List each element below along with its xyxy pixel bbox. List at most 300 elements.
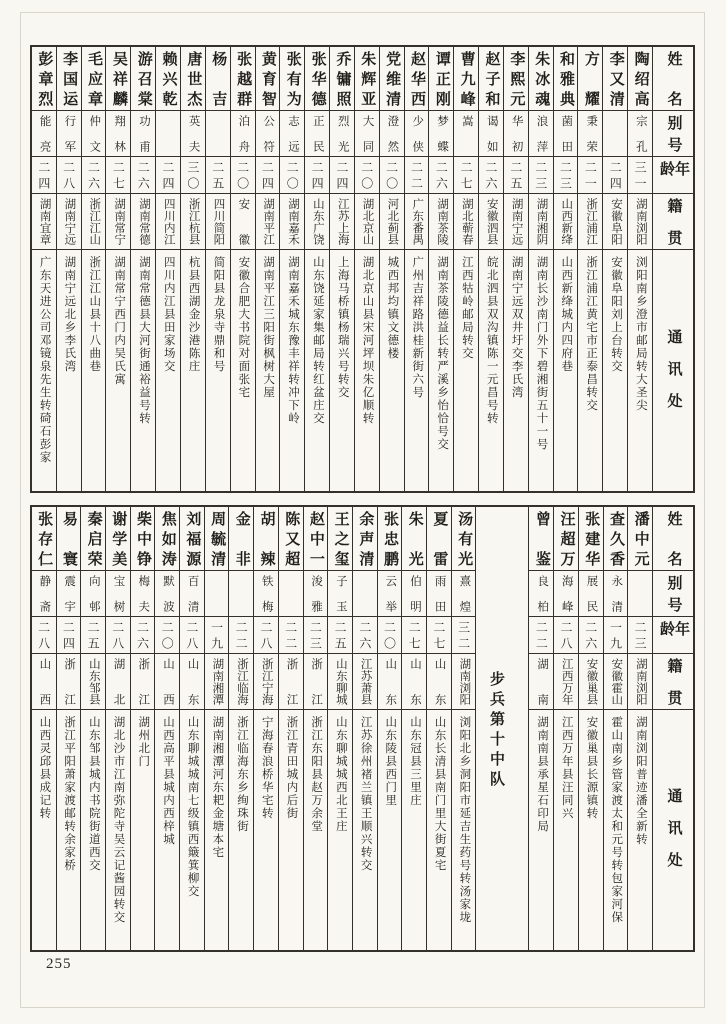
native-place-cell (156, 194, 180, 250)
header-native-text: 籍贯 (665, 198, 682, 245)
alias-cell (305, 111, 329, 157)
alias-cell (604, 571, 628, 617)
name-cell (106, 507, 130, 571)
age-cell (32, 157, 56, 194)
age-cell-text: 二六 (484, 161, 499, 189)
alias-cell (328, 571, 352, 617)
alias-cell (378, 571, 402, 617)
alias-cell-text: 少侠 (411, 115, 424, 152)
name-cell-text: 陈又超 (283, 511, 300, 566)
age-cell (32, 617, 56, 654)
age-cell-text: 二〇 (235, 161, 250, 189)
alias-cell-text: 雨田 (433, 575, 446, 612)
roster-column (354, 47, 379, 491)
age-cell-text: 二七 (407, 621, 422, 649)
native-place-cell (479, 194, 503, 250)
native-place-cell-text: 湖北 (112, 658, 125, 705)
age-cell-text: 二八 (184, 621, 199, 649)
name-cell (380, 47, 404, 111)
age-cell-text: 二八 (259, 621, 273, 649)
age-cell-text: 二四 (36, 161, 51, 189)
name-cell-text: 张建华 (583, 511, 600, 566)
age-cell (106, 157, 130, 194)
name-cell (304, 507, 328, 571)
alias-cell (231, 111, 255, 157)
native-place-cell-text: 安徽巢县 (585, 658, 598, 705)
address-cell (304, 710, 328, 950)
name-cell (402, 507, 426, 571)
native-place-cell (305, 194, 329, 250)
roster-column (228, 507, 253, 950)
age-cell-text: 二六 (357, 621, 372, 649)
address-cell (578, 250, 602, 491)
roster-column (603, 507, 628, 950)
alias-cell (353, 571, 377, 617)
age-cell-text: 二四 (260, 161, 275, 189)
age-cell (180, 617, 204, 654)
native-place-cell-text: 浙江浦江 (585, 198, 598, 245)
native-place-cell-text: 浙江 (137, 658, 150, 705)
name-cell-text: 赵子和 (483, 51, 500, 106)
header-name-label (653, 47, 693, 111)
age-cell (131, 157, 155, 194)
name-cell-text: 曹九峰 (458, 51, 475, 106)
name-cell (81, 507, 105, 571)
native-place-cell (229, 654, 253, 710)
name-cell (353, 507, 377, 571)
alias-cell-text: 百清 (186, 575, 199, 612)
roster-column (379, 47, 404, 491)
name-cell-text: 胡辣 (258, 511, 275, 566)
age-cell-text: 二〇 (359, 161, 374, 189)
age-cell-text: 二八 (61, 161, 76, 189)
name-cell-text: 赖兴乾 (160, 51, 177, 106)
name-cell-text: 汤有光 (456, 511, 473, 566)
alias-cell (529, 111, 553, 157)
address-cell-text: 湖南宁远北乡李氏湾 (63, 256, 76, 373)
alias-cell-text: 志远 (287, 115, 300, 152)
name-cell-text: 谢学美 (110, 511, 127, 566)
header-age-label (653, 157, 693, 194)
roster-column (503, 47, 528, 491)
name-cell (604, 507, 628, 571)
alias-cell (205, 571, 229, 617)
roster-column (528, 47, 553, 491)
name-cell (131, 47, 155, 111)
address-cell (81, 710, 105, 950)
address-cell-text: 简阳县龙泉寺鼎和号 (212, 256, 225, 373)
age-cell-text: 二六 (86, 161, 101, 189)
native-place-cell (402, 654, 426, 710)
alias-cell (131, 111, 155, 157)
address-cell-text: 浙江青田城内后街 (285, 716, 298, 820)
address-cell-text: 安徽合肥大书院对面张宅 (237, 256, 250, 399)
age-cell (131, 617, 155, 654)
roster-column (577, 47, 602, 491)
name-cell-text: 方耀 (582, 51, 599, 106)
roster-column (155, 47, 180, 491)
roster-column (303, 507, 328, 950)
native-place-cell-text: 湖南湘阴 (535, 198, 548, 245)
native-place-cell-text: 江苏上海 (336, 198, 349, 245)
native-place-cell (554, 194, 578, 250)
age-cell (206, 157, 230, 194)
header-alias-text: 别号 (665, 575, 682, 612)
age-cell (82, 157, 106, 194)
native-place-cell (554, 654, 578, 710)
age-cell-text: 三二 (456, 621, 471, 649)
native-place-cell (504, 194, 528, 250)
native-place-cell-text: 江苏萧县 (359, 658, 372, 705)
native-place-cell (454, 194, 478, 250)
native-place-cell (57, 654, 81, 710)
alias-cell-text: 向邨 (87, 575, 100, 612)
native-place-cell (231, 194, 255, 250)
name-cell (32, 47, 56, 111)
alias-cell (180, 571, 204, 617)
address-cell (604, 710, 628, 950)
alias-cell-text: 翔林 (113, 115, 126, 152)
roster-column (451, 507, 476, 950)
address-cell-text: 霍山南乡管家渡太和元号转包家河保 (610, 716, 623, 924)
age-cell (604, 617, 628, 654)
alias-cell-text: 海峰 (560, 575, 573, 612)
name-cell (628, 507, 652, 571)
native-place-cell (181, 194, 205, 250)
age-cell (554, 617, 578, 654)
native-place-cell (254, 654, 278, 710)
native-place-cell-text: 浙江 (310, 658, 323, 705)
alias-cell-text: 菌田 (560, 115, 573, 152)
address-cell-text: 湖北沙市江南弥陀寺吴云记酱园转交 (112, 716, 125, 924)
native-place-cell-text: 浙江临海 (236, 658, 249, 705)
roster-column (56, 47, 81, 491)
address-cell (380, 250, 404, 491)
native-place-cell (82, 194, 106, 250)
alias-cell (554, 571, 578, 617)
roster-table-bottom (30, 505, 695, 952)
name-cell-text: 李熙元 (508, 51, 525, 106)
name-cell (529, 507, 553, 571)
address-cell-text: 安徽阜阳刘上台转交 (609, 256, 622, 373)
age-cell (81, 617, 105, 654)
name-cell-text: 张存仁 (36, 511, 53, 566)
age-cell-text: 二〇 (285, 161, 300, 189)
roster-column (130, 47, 155, 491)
native-place-cell-text: 湖南湘潭 (211, 658, 224, 705)
address-cell-text: 山东聊城城南七级镇西簸箕柳交 (186, 716, 199, 898)
address-cell (155, 710, 179, 950)
native-place-cell-text: 湖南宜章 (38, 198, 51, 245)
name-cell (454, 47, 478, 111)
native-place-cell (578, 194, 602, 250)
native-place-cell-text: 湖南浏阳 (458, 658, 471, 705)
address-cell (32, 710, 56, 950)
name-cell (206, 47, 230, 111)
alias-cell (380, 111, 404, 157)
header-age-label (653, 617, 693, 654)
age-cell (155, 617, 179, 654)
alias-cell (330, 111, 354, 157)
age-cell (254, 617, 278, 654)
age-cell-text: 二二 (234, 621, 249, 649)
age-cell (305, 157, 329, 194)
address-cell-text: 湖州北门 (137, 716, 150, 768)
native-place-cell (180, 654, 204, 710)
alias-cell-text: 梦蝶 (436, 115, 449, 152)
address-cell-text: 山东邹县城内书院街道西交 (87, 716, 100, 872)
native-place-cell-text: 山东 (384, 658, 397, 705)
roster-column (401, 507, 426, 950)
age-cell (380, 157, 404, 194)
address-cell (628, 250, 652, 491)
address-cell (180, 710, 204, 950)
address-cell-text: 山东冠县三里庄 (408, 716, 421, 807)
age-cell-text: 二四 (61, 621, 76, 649)
name-cell (628, 47, 652, 111)
address-cell-text: 湖南嘉禾城东豫丰祥转冲下岭 (287, 256, 300, 425)
address-cell-text: 山西新绛城内四府巷 (560, 256, 573, 373)
name-cell (554, 47, 578, 111)
roster-column (602, 47, 627, 491)
address-cell-text: 山东聊城城西北王庄 (334, 716, 347, 833)
native-place-cell-text: 山东邹县 (87, 658, 100, 705)
name-cell (205, 507, 229, 571)
address-cell (57, 250, 81, 491)
address-cell-text: 江西万年县汪同兴 (560, 716, 573, 820)
age-cell (280, 157, 304, 194)
alias-cell (106, 111, 130, 157)
name-cell (231, 47, 255, 111)
address-cell (106, 710, 130, 950)
roster-column (627, 47, 652, 491)
age-cell-text: 一九 (608, 621, 623, 649)
roster-column (105, 507, 130, 950)
age-cell-text: 二四 (310, 161, 325, 189)
address-cell (205, 710, 229, 950)
name-cell-text: 张有为 (284, 51, 301, 106)
age-cell-text: 二〇 (384, 161, 399, 189)
age-cell-text: 二七 (459, 161, 474, 189)
name-cell-text: 汪超万 (558, 511, 575, 566)
age-cell (57, 617, 81, 654)
native-place-cell (328, 654, 352, 710)
name-cell-text: 余声清 (357, 511, 374, 566)
age-cell (529, 157, 553, 194)
age-cell (427, 617, 451, 654)
native-place-cell-text: 四川简阳 (212, 198, 225, 245)
alias-cell (32, 571, 56, 617)
native-place-cell (131, 194, 155, 250)
native-place-cell-text: 山东广饶 (311, 198, 324, 245)
address-cell (378, 710, 402, 950)
native-place-cell (279, 654, 303, 710)
address-cell (603, 250, 627, 491)
address-cell-text: 安徽巢县长源镇转 (585, 716, 598, 820)
name-cell (131, 507, 155, 571)
age-cell (405, 157, 429, 194)
alias-cell (628, 111, 652, 157)
age-cell-text: 二四 (608, 161, 623, 189)
native-place-cell-text: 安徽霍山 (610, 658, 623, 705)
age-cell-text: 一九 (209, 621, 224, 649)
alias-cell (504, 111, 528, 157)
roster-column (204, 507, 229, 950)
header-native-label (653, 194, 693, 250)
roster-column (180, 47, 205, 491)
alias-cell-text: 浚雅 (310, 575, 323, 612)
age-cell (304, 617, 328, 654)
name-cell (427, 507, 451, 571)
native-place-cell-text: 浙江杭县 (187, 198, 200, 245)
alias-cell-text: 梅夫 (137, 575, 150, 612)
native-place-cell (529, 194, 553, 250)
address-cell-text: 湖南茶陵德益长转严溪乡怡恰号交 (436, 256, 449, 451)
alias-cell (156, 111, 180, 157)
address-cell-text: 山西高平县城内西梓城 (161, 716, 174, 846)
alias-cell (452, 571, 476, 617)
address-cell (479, 250, 503, 491)
address-cell-text: 湖南湘潭河东耙金塘本宅 (211, 716, 224, 859)
roster-column (56, 507, 81, 950)
header-address-text: 通讯处 (665, 788, 682, 884)
alias-cell-text: 静斋 (38, 575, 51, 612)
age-cell-text: 二六 (135, 621, 150, 649)
age-cell-text: 二八 (559, 621, 574, 649)
age-cell-text: 二三 (308, 621, 323, 649)
name-cell-text: 查久香 (607, 511, 624, 566)
name-cell-text: 黄育智 (259, 51, 276, 106)
roster-column (627, 507, 652, 950)
native-place-cell (330, 194, 354, 250)
alias-cell (529, 571, 553, 617)
native-place-cell (427, 654, 451, 710)
native-place-cell-text: 湖南平江 (262, 198, 275, 245)
native-place-cell (353, 654, 377, 710)
native-place-cell (106, 194, 130, 250)
age-cell (454, 157, 478, 194)
native-place-cell-text: 山西新绛 (560, 198, 573, 245)
age-cell-text: 二二 (409, 161, 424, 189)
address-cell (305, 250, 329, 491)
name-cell (405, 47, 429, 111)
age-cell (57, 157, 81, 194)
name-cell-text: 谭正刚 (433, 51, 450, 106)
address-cell (355, 250, 379, 491)
alias-cell-text: 铁梅 (260, 575, 273, 612)
alias-cell-text: 秉荣 (585, 115, 598, 152)
address-cell (231, 250, 255, 491)
name-cell-text: 唐世杰 (185, 51, 202, 106)
native-place-cell-text: 湖南 (536, 658, 549, 705)
roster-column (154, 507, 179, 950)
roster-column (553, 507, 578, 950)
address-cell (229, 710, 253, 950)
age-cell-text: 二六 (136, 161, 151, 189)
native-place-cell (380, 194, 404, 250)
age-cell-text: 二三 (533, 161, 548, 189)
alias-cell (280, 111, 304, 157)
alias-cell (603, 111, 627, 157)
address-cell (628, 710, 652, 950)
header-address-label (653, 710, 693, 950)
name-cell-text: 游召棠 (135, 51, 152, 106)
roster-column (528, 507, 553, 950)
alias-cell (206, 111, 230, 157)
name-cell-text: 张越群 (235, 51, 252, 106)
address-cell (529, 710, 553, 950)
native-place-cell (579, 654, 603, 710)
roster-column (255, 47, 280, 491)
native-place-cell (452, 654, 476, 710)
address-cell (279, 710, 303, 950)
alias-cell (229, 571, 253, 617)
header-column (652, 47, 693, 491)
age-cell (229, 617, 253, 654)
header-age-text: 年龄 (658, 161, 689, 176)
alias-cell (304, 571, 328, 617)
name-cell (156, 47, 180, 111)
age-cell-text: 二七 (111, 161, 126, 189)
unit-divider-column (475, 507, 528, 950)
name-cell (578, 47, 602, 111)
alias-cell (429, 111, 453, 157)
age-cell (504, 157, 528, 194)
address-cell-text: 山东饶延家集邮局转红盆庄交 (311, 256, 324, 425)
roster-column (205, 47, 230, 491)
address-cell-text: 湖南南县承星石印局 (536, 716, 549, 833)
roster-column (327, 507, 352, 950)
name-cell (305, 47, 329, 111)
age-cell (231, 157, 255, 194)
name-cell (256, 47, 280, 111)
native-place-cell (32, 654, 56, 710)
native-place-cell (355, 194, 379, 250)
name-cell (280, 47, 304, 111)
address-cell-text: 浙江平阳萧家渡邮转余家桥 (63, 716, 76, 872)
address-cell (554, 710, 578, 950)
age-cell (479, 157, 503, 194)
alias-cell-text: 良柏 (536, 575, 549, 612)
age-cell-text: 三一 (633, 161, 648, 189)
native-place-cell-text: 安徽阜阳 (609, 198, 622, 245)
native-place-cell (604, 654, 628, 710)
name-cell-text: 赵华西 (408, 51, 425, 106)
alias-cell (82, 111, 106, 157)
alias-cell-text: 浪萍 (535, 115, 548, 152)
age-cell (628, 617, 652, 654)
age-cell-text: 二〇 (382, 621, 397, 649)
name-cell-text: 刘福源 (184, 511, 201, 566)
native-place-cell-text: 湖南浏阳 (634, 658, 647, 705)
native-place-cell (529, 654, 553, 710)
address-cell-text: 四川内江县田家场交 (162, 256, 175, 373)
name-cell-text: 张忠鹏 (382, 511, 399, 566)
alias-cell (579, 571, 603, 617)
address-cell (82, 250, 106, 491)
alias-cell-text: 行军 (63, 115, 76, 152)
native-place-cell (32, 194, 56, 250)
header-native-label (653, 654, 693, 710)
alias-cell-text: 能亮 (38, 115, 51, 152)
age-cell-text: 三〇 (185, 161, 200, 189)
alias-cell-text: 伯明 (408, 575, 421, 612)
native-place-cell-text: 四川内江 (162, 198, 175, 245)
name-cell-text: 乔镛照 (334, 51, 351, 106)
name-cell-text: 彭章烈 (36, 51, 53, 106)
address-cell (554, 250, 578, 491)
age-cell (529, 617, 553, 654)
